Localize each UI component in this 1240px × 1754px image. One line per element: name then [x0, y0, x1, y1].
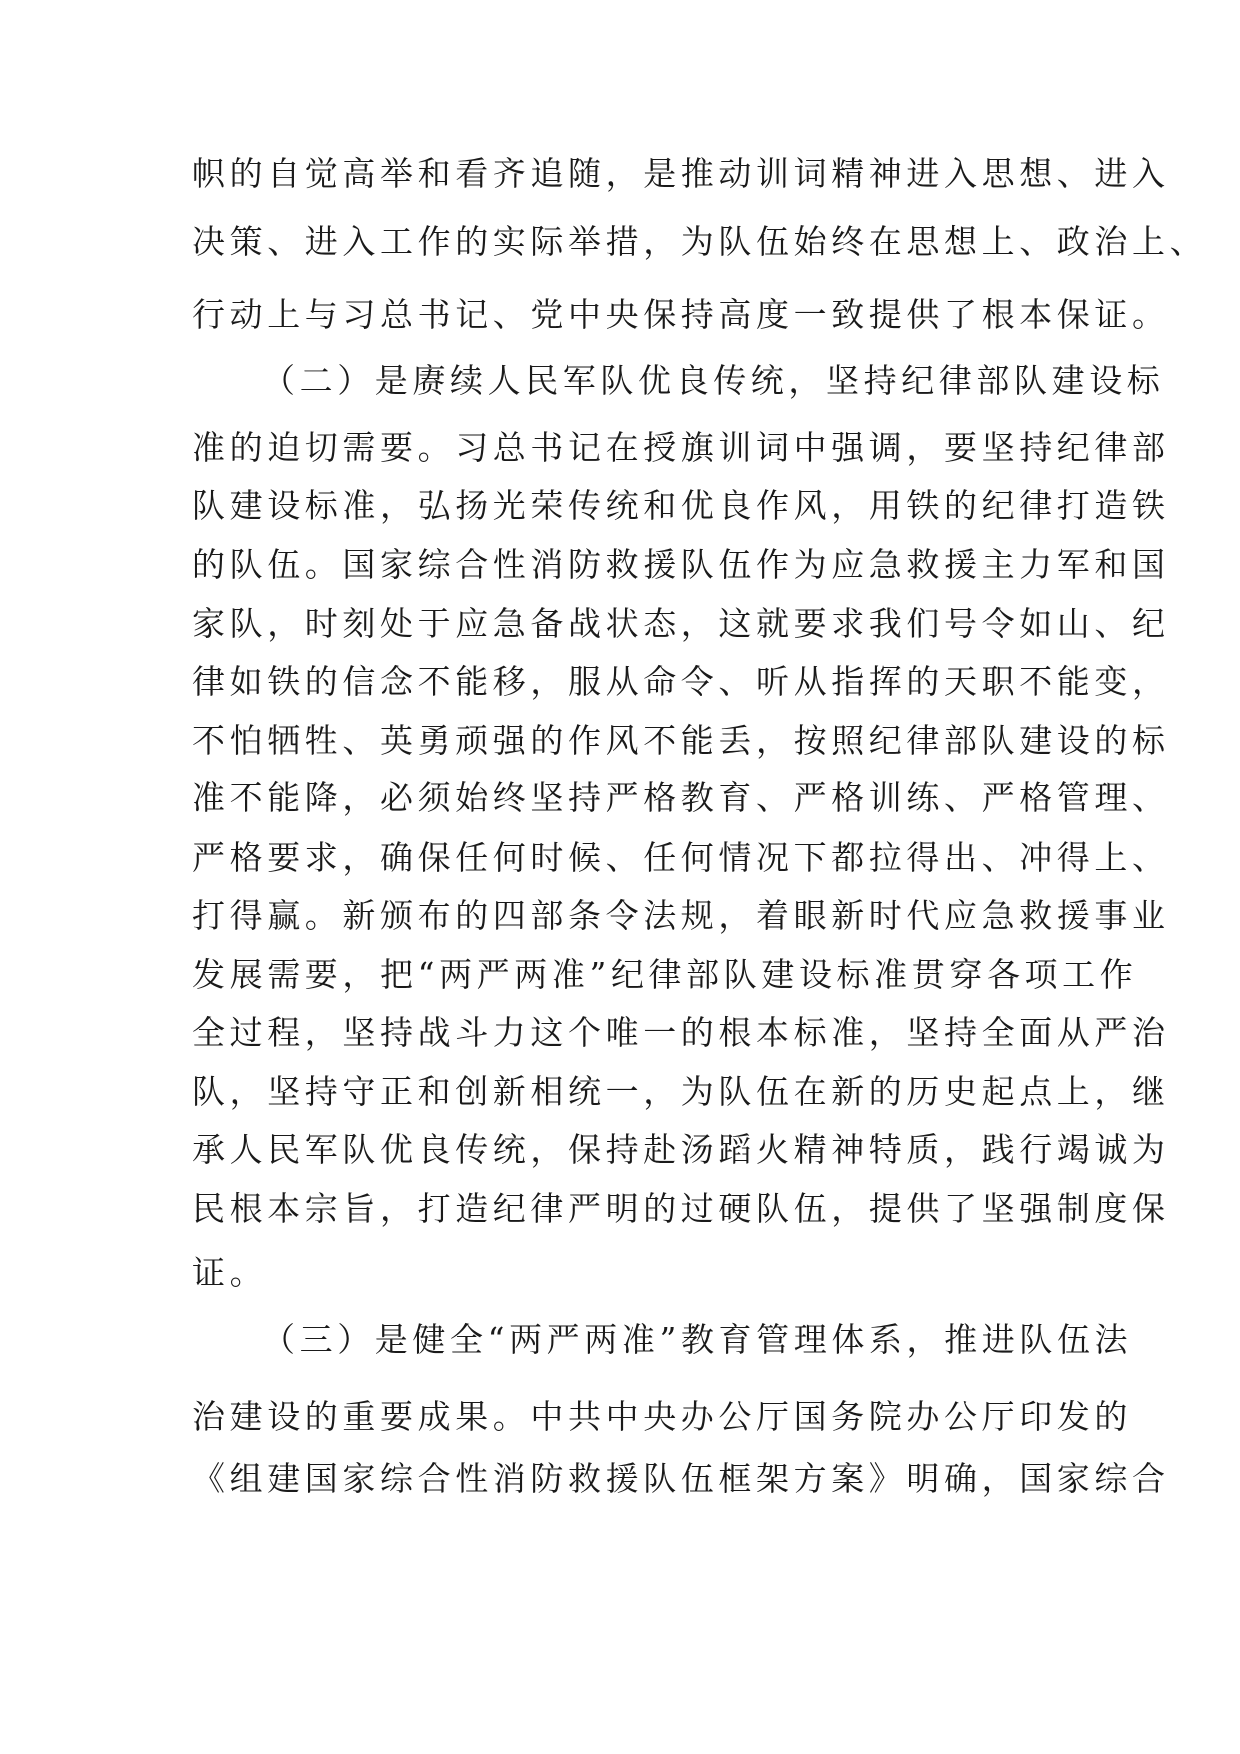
text-line: 队建设标准，弘扬光荣传统和优良作风，用铁的纪律打造铁: [192, 486, 1170, 525]
text-line: 不怕牺牲、英勇顽强的作风不能丢，按照纪律部队建设的标: [192, 721, 1170, 760]
section-heading-line: （二）是赓续人民军队优良传统，坚持纪律部队建设标: [262, 361, 1165, 400]
section-heading-line: （三）是健全“两严两准”教育管理体系，推进队伍法: [262, 1320, 1133, 1359]
text-line: 律如铁的信念不能移，服从命令、听从指挥的天职不能变，: [192, 662, 1170, 701]
text-line: 全过程，坚持战斗力这个唯一的根本标准，坚持全面从严治: [192, 1013, 1170, 1052]
text-line: 准不能降，必须始终坚持严格教育、严格训练、严格管理、: [192, 778, 1170, 817]
text-line: 承人民军队优良传统，保持赴汤蹈火精神特质，践行竭诚为: [192, 1130, 1170, 1169]
text-line: 发展需要，把“两严两准”纪律部队建设标准贯穿各项工作: [192, 955, 1138, 994]
text-line: 家队，时刻处于应急备战状态，这就要求我们号令如山、纪: [192, 604, 1170, 643]
text-line: 民根本宗旨，打造纪律严明的过硬队伍，提供了坚强制度保: [192, 1189, 1170, 1228]
text-line: 治建设的重要成果。中共中央办公厅国务院办公厅印发的: [192, 1397, 1132, 1436]
text-line: 帜的自觉高举和看齐追随，是推动训词精神进入思想、进入: [192, 154, 1170, 193]
text-line: 决策、进入工作的实际举措，为队伍始终在思想上、政治上、: [192, 222, 1208, 261]
text-line: 《组建国家综合性消防救援队伍框架方案》明确，国家综合: [192, 1459, 1170, 1498]
text-line: 严格要求，确保任何时候、任何情况下都拉得出、冲得上、: [192, 838, 1170, 877]
text-line: 证。: [192, 1253, 268, 1292]
text-line: 打得赢。新颁布的四部条令法规，着眼新时代应急救援事业: [192, 896, 1170, 935]
text-line: 队，坚持守正和创新相统一，为队伍在新的历史起点上，继: [192, 1072, 1170, 1111]
text-line: 的队伍。国家综合性消防救援队伍作为应急救援主力军和国: [192, 545, 1170, 584]
text-line: 行动上与习总书记、党中央保持高度一致提供了根本保证。: [192, 295, 1170, 334]
text-line: 准的迫切需要。习总书记在授旗训词中强调，要坚持纪律部: [192, 428, 1170, 467]
